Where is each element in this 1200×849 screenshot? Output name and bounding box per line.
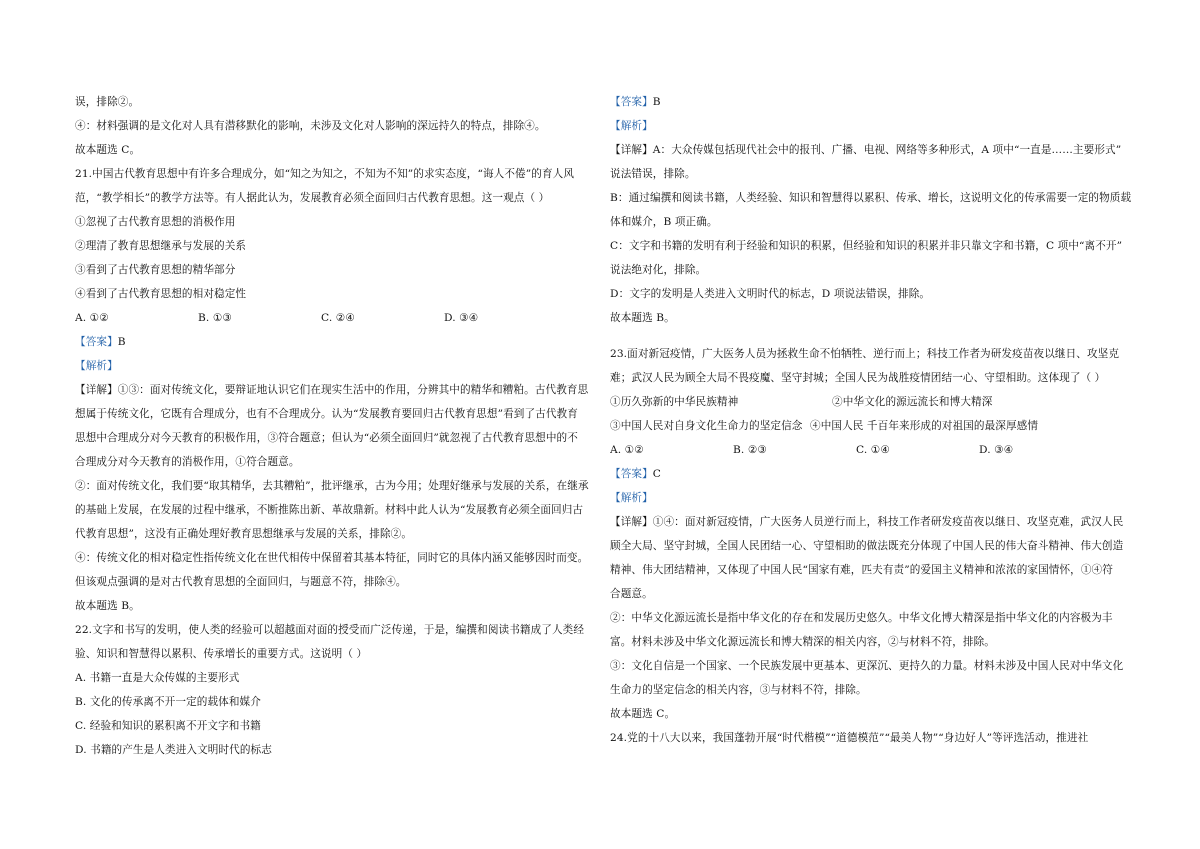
option-b: B. ①③	[198, 312, 233, 324]
text-line: 生命力的坚定信念的相关内容，③与材料不符，排除。	[610, 684, 867, 696]
question-23-stem: 难；武汉人民为顾全大局不畏疫魔、坚守封城；全国人民为战胜疫情团结一心、守望相助。这体现了（ ）	[610, 372, 1106, 384]
text-line: 误，排除②。	[75, 96, 140, 108]
text-line: 故本题选 B。	[610, 312, 675, 324]
answer-value: C	[652, 468, 661, 480]
question-21-options	[75, 306, 590, 330]
choice-statement: ③中国人民对自身文化生命力的坚定信念	[610, 420, 803, 432]
analysis-line	[610, 486, 1135, 510]
answer-line	[75, 330, 590, 354]
text-line: 说法错误，排除。	[610, 168, 696, 180]
detail-text: A：大众传媒包括现代社会中的报刊、广播、电视、网络等多种形式，A 项中“一直是……主要形式”	[652, 144, 1122, 156]
detail-tag: 【详解】	[610, 144, 653, 156]
detail-text: ①③：面对传统文化，要辩证地认识它们在现实生活中的作用，分辨其中的精华和糟粕。古代教育思	[117, 384, 589, 396]
answer-tag: 【答案】	[610, 468, 653, 480]
analysis-line	[75, 354, 590, 378]
right-column	[610, 90, 1135, 750]
question-21-stem: 21.中国古代教育思想中有许多合理成分，如“知之为知之，不知为不知”的求实态度，“诲人不倦”的育人风	[75, 168, 575, 180]
spacer	[610, 330, 1135, 342]
choice-statement: ②中华文化的源远流长和博大精深	[832, 396, 993, 408]
text-line: 合题意。	[610, 588, 653, 600]
answer-value: B	[652, 96, 661, 108]
choice-statement: ②理清了教育思想继承与发展的关系	[75, 240, 247, 252]
text-line: 代教育思想”，这没有正确处理好教育思想继承与发展的关系，排除②。	[75, 528, 413, 540]
analysis-line	[610, 114, 1135, 138]
analysis-tag: 【解析】	[610, 120, 653, 132]
detail-line	[610, 510, 1135, 534]
text-line: 思想中合理成分对今天教育的积极作用，③符合题意；但认为“必须全面回归”就忽视了古代教育思想中的不	[75, 432, 578, 444]
answer-line	[610, 462, 1135, 486]
detail-line	[75, 378, 590, 402]
option-b: B. 文化的传承离不开一定的载体和媒介	[75, 696, 261, 708]
text-line: 说法绝对化，排除。	[610, 264, 707, 276]
text-line: 故本题选 B。	[75, 600, 140, 612]
text-line: 故本题选 C。	[75, 144, 141, 156]
text-line: D：文字的发明是人类进入文明时代的标志，D 项说法错误，排除。	[610, 288, 931, 300]
text-line: 合理成分对今天教育的消极作用，①符合题意。	[75, 456, 300, 468]
question-24-stem: 24.党的十八大以来，我国蓬勃开展“时代楷模”“道德模范”“最美人物”“身边好人”等评选活动，推进社	[610, 732, 1089, 744]
text-line: ②：中华文化源远流长是指中华文化的存在和发展历史悠久。中华文化博大精深是指中华文化的内容极为丰	[610, 612, 1113, 624]
option-d: D. 书籍的产生是人类进入文明时代的标志	[75, 744, 272, 756]
answer-tag: 【答案】	[610, 96, 653, 108]
option-c: C. ②④	[321, 312, 355, 324]
text-line: ④：传统文化的相对稳定性指传统文化在世代相传中保留着其基本特征，同时它的具体内涵又能够因时而变。	[75, 552, 589, 564]
choice-statement: ①历久弥新的中华民族精神	[610, 396, 739, 408]
text-line: B：通过编撰和阅读书籍，人类经验、知识和智慧得以累积、传承、增长，这说明文化的传承需要一定的物质载	[610, 192, 1132, 204]
option-b: B. ②③	[733, 444, 768, 456]
option-d: D. ③④	[979, 444, 1014, 456]
detail-tag: 【详解】	[610, 516, 653, 528]
option-d: D. ③④	[444, 312, 479, 324]
choice-statement: ①忽视了古代教育思想的消极作用	[75, 216, 236, 228]
text-line: ④：材料强调的是文化对人具有潜移默化的影响，未涉及文化对人影响的深远持久的特点，排除④。	[75, 120, 546, 132]
analysis-tag: 【解析】	[610, 492, 653, 504]
text-line: 想属于传统文化，它既有合理成分，也有不合理成分。认为“发展教育要回归古代教育思想”看到了古代教育	[75, 408, 578, 420]
answer-tag: 【答案】	[75, 336, 118, 348]
text-line: 精神、伟大团结精神，又体现了中国人民“国家有难，匹夫有责”的爱国主义精神和浓浓的家国情怀，①④符	[610, 564, 1113, 576]
option-c: C. ①④	[856, 444, 890, 456]
option-a: A. ①②	[75, 312, 109, 324]
text-line: ②：面对传统文化，我们要“取其精华，去其糟粕”，批评继承，古为今用；处理好继承与发展的关系，在继承	[75, 480, 589, 492]
choice-statement: ④中国人民 千百年来形成的对祖国的最深厚感情	[810, 420, 1039, 432]
text-line: ③：文化自信是一个国家、一个民族发展中更基本、更深沉、更持久的力量。材料未涉及中国人民对中华文化	[610, 660, 1124, 672]
left-column	[75, 90, 590, 762]
text-line: 体和媒介，B 项正确。	[610, 216, 718, 228]
text-line: 但该观点强调的是对古代教育思想的全面回归，与题意不符，排除④。	[75, 576, 407, 588]
question-23-options	[610, 438, 1135, 462]
text-line: C：文字和书籍的发明有利于经验和知识的积累，但经验和知识的积累并非只靠文字和书籍，C 项中“离不开”	[610, 240, 1123, 252]
question-22-stem: 22.文字和书写的发明，使人类的经验可以超越面对面的授受而广泛传递，于是，编撰和阅读书籍成了人类经	[75, 624, 585, 636]
text-line: 顾全大局、坚守封城，全国人民团结一心、守望相助的做法既充分体现了中国人民的伟大奋斗精神、伟大创造	[610, 540, 1124, 552]
choice-row	[610, 390, 1135, 414]
text-line: 富。材料未涉及中华文化源远流长和博大精深的相关内容，②与材料不符，排除。	[610, 636, 995, 648]
text-line: 故本题选 C。	[610, 708, 676, 720]
choice-statement: ③看到了古代教育思想的精华部分	[75, 264, 236, 276]
answer-value: B	[117, 336, 126, 348]
option-c: C. 经验和知识的累积离不开文字和书籍	[75, 720, 261, 732]
analysis-tag: 【解析】	[75, 360, 118, 372]
choice-row	[610, 414, 1135, 438]
answer-line	[610, 90, 1135, 114]
question-22-stem: 验、知识和智慧得以累积、传承增长的重要方式。这说明（ ）	[75, 648, 368, 660]
detail-text: ①④：面对新冠疫情，广大医务人员逆行而上，科技工作者研发疫苗夜以继日、攻坚克难，武汉人民	[652, 516, 1124, 528]
question-21-stem: 范，“教学相长”的教学方法等。有人据此认为，发展教育必须全面回归古代教育思想。这一观点（ ）	[75, 192, 550, 204]
detail-tag: 【详解】	[75, 384, 118, 396]
detail-line	[610, 138, 1135, 162]
choice-statement: ④看到了古代教育思想的相对稳定性	[75, 288, 247, 300]
text-line: 的基础上发展，在发展的过程中继承，不断推陈出新、革故鼎新。材料中此人认为“发展教育必须全面回归古	[75, 504, 584, 516]
question-23-stem: 23.面对新冠疫情，广大医务人员为拯救生命不怕牺牲、逆行而上；科技工作者为研发疫苗夜以继日、攻坚克	[610, 348, 1120, 360]
option-a: A. ①②	[610, 444, 644, 456]
option-a: A. 书籍一直是大众传媒的主要形式	[75, 672, 240, 684]
